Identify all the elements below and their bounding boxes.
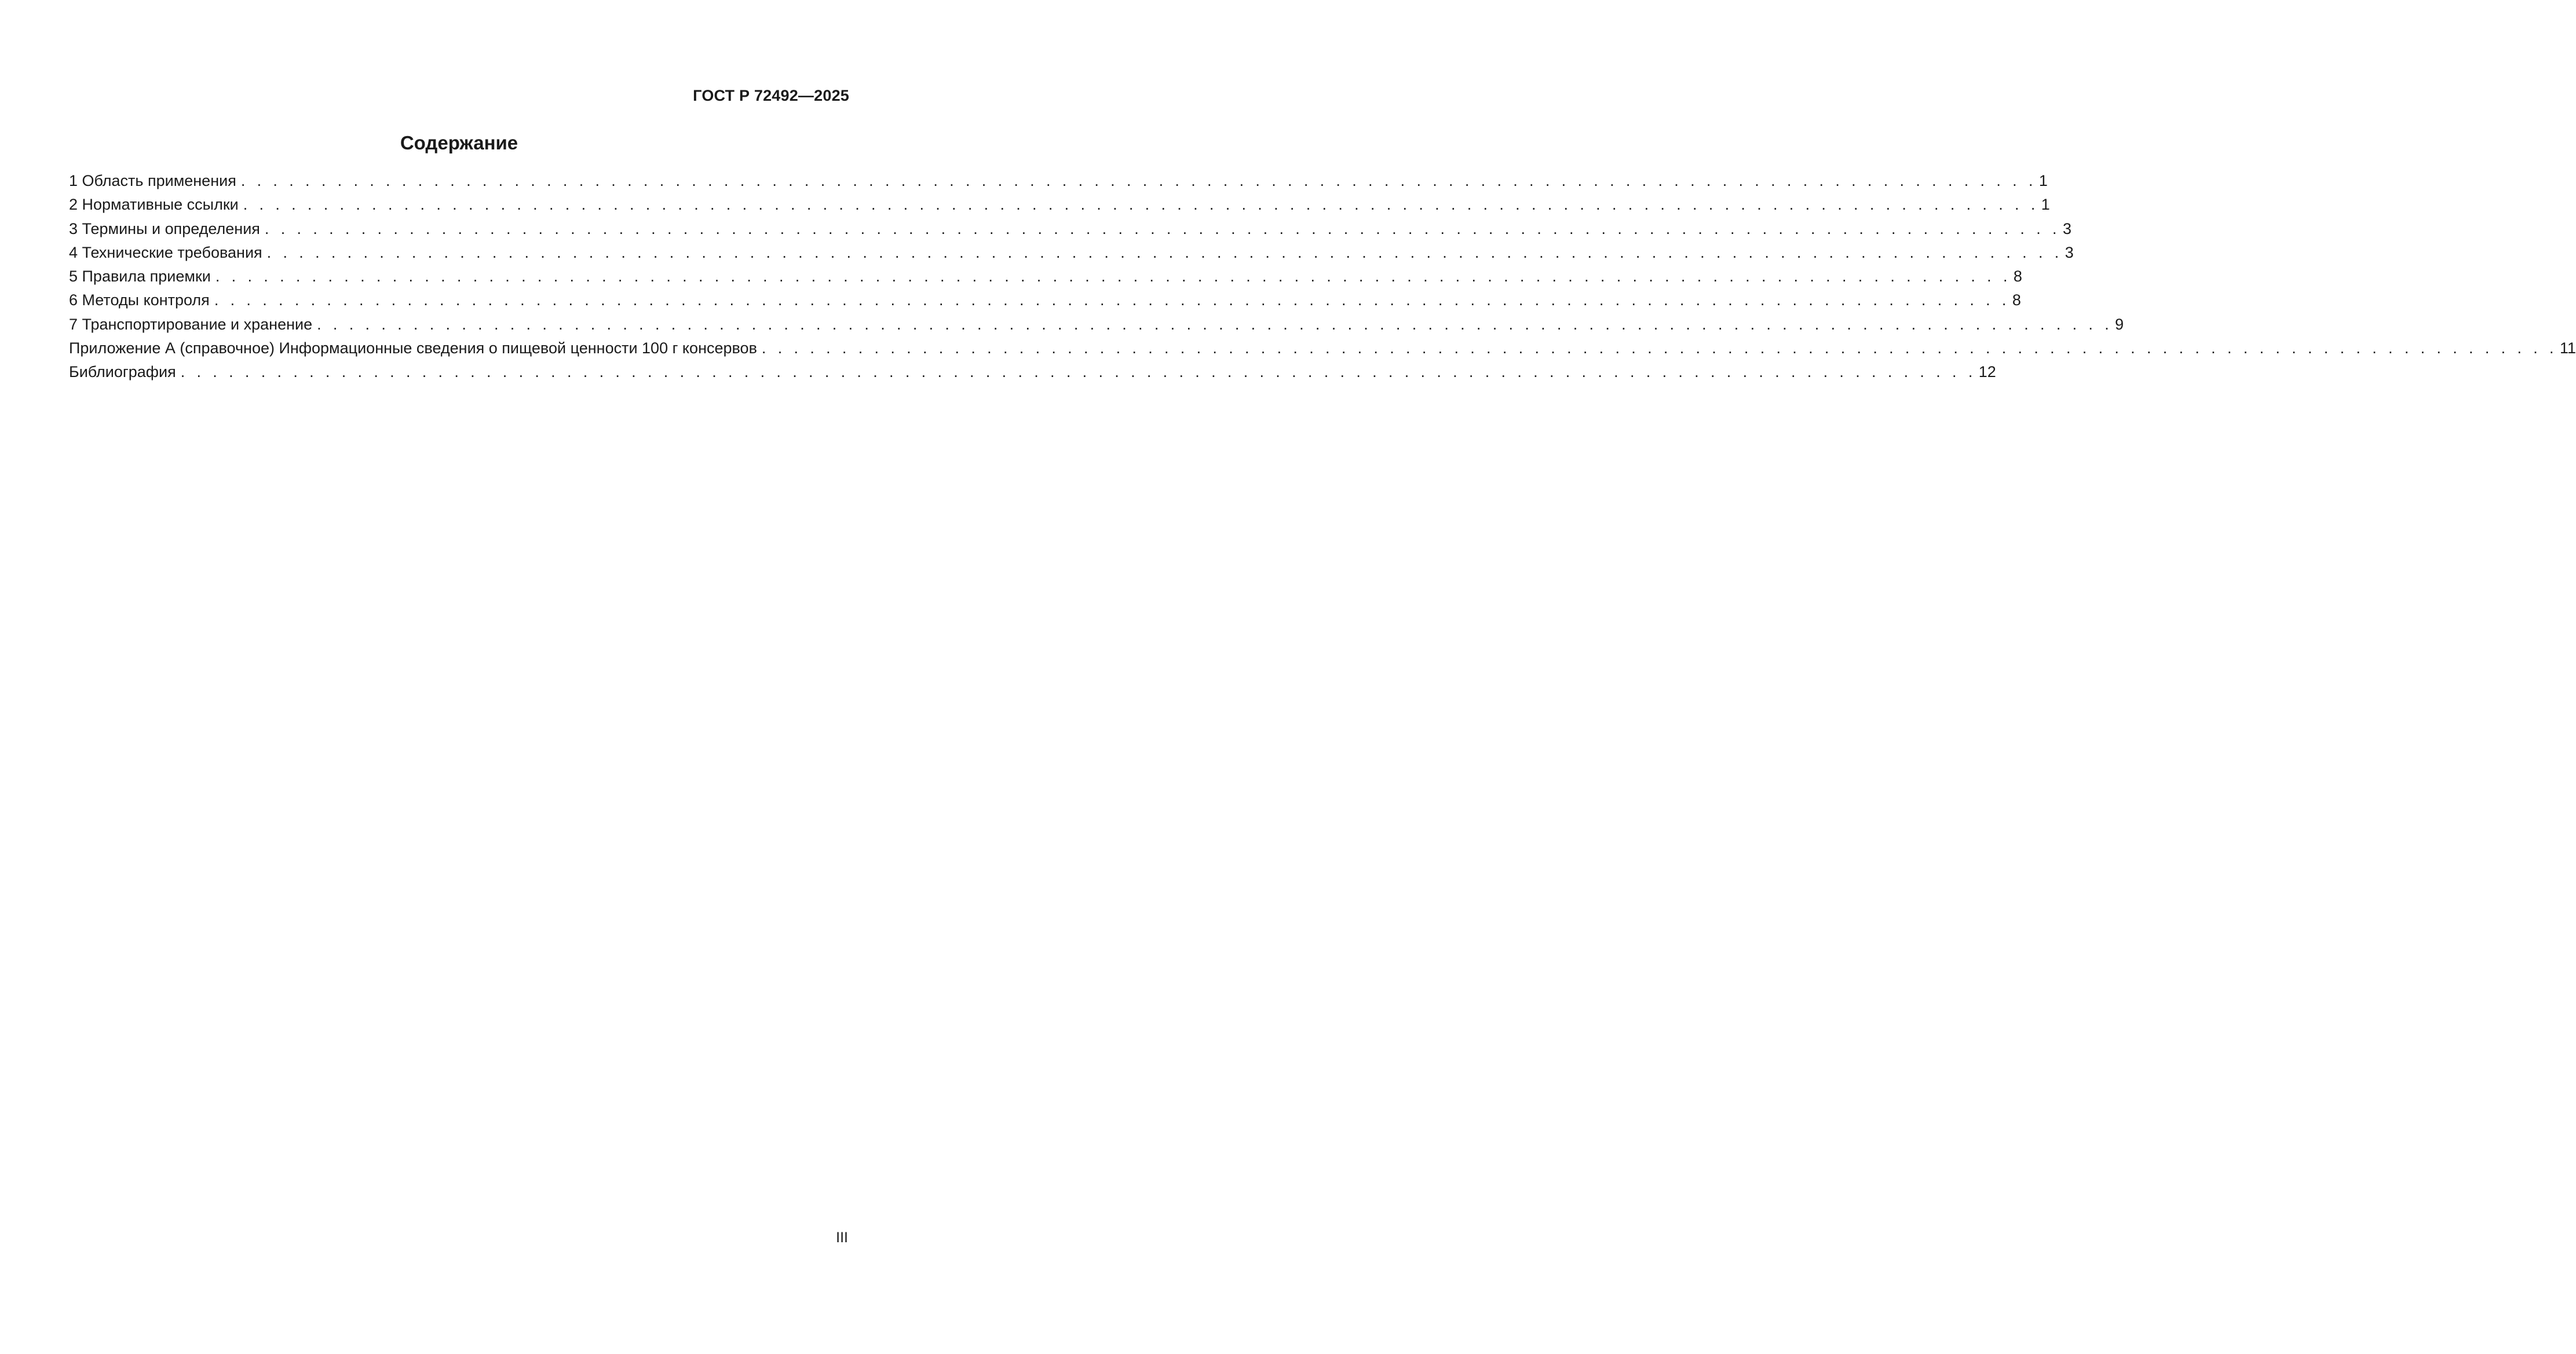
- toc-leader-dots: . . . . . . . . . . . . . . . . . . . . . . . . . . . . . . . . . . . . . . . . . . . . . . . . . . . . . . . . . . . . . . . . . . . . . . . . . . . . . . . . . . . . . . . . . . . . . . . . . . . . . . . . . . . . . . . .: [266, 243, 2063, 261]
- toc-entry-page: 3: [2062, 219, 2071, 237]
- toc-entry-page: 8: [2012, 291, 2021, 309]
- toc-entry-label: 5 Правила приемки: [69, 268, 211, 286]
- toc-entry-label: 7 Транспортирование и хранение: [69, 315, 313, 333]
- toc-entry-technical-requirements[interactable]: [69, 241, 2074, 265]
- toc-entry-label: Приложение А (справочное) Информационные сведения о пищевой ценности 100 г консервов: [69, 339, 757, 357]
- toc-entry-terms-definitions[interactable]: [69, 217, 2071, 241]
- toc-entry-bibliography[interactable]: [69, 360, 1996, 384]
- toc-leader-dots: . . . . . . . . . . . . . . . . . . . . . . . . . . . . . . . . . . . . . . . . . . . . . . . . . . . . . . . . . . . . . . . . . . . . . . . . . . . . . . . . . . . . . . . . . . . . . . . . . . . . . . . . . . . . . . . .: [214, 291, 2010, 309]
- standard-code: ГОСТ Р 72492—2025: [693, 87, 849, 104]
- toc-leader-dots: . . . . . . . . . . . . . . . . . . . . . . . . . . . . . . . . . . . . . . . . . . . . . . . . . . . . . . . . . . . . . . . . . . . . . . . . . . . . . . . . . . . . . . . . . . . . . . . . . . . . . . . . . . . . . . . .: [317, 315, 2113, 333]
- toc-leader-dots: . . . . . . . . . . . . . . . . . . . . . . . . . . . . . . . . . . . . . . . . . . . . . . . . . . . . . . . . . . . . . . . . . . . . . . . . . . . . . . . . . . . . . . . . . . . . . . . . . . . . . . . . . . . . . . . .: [180, 363, 1976, 381]
- toc-leader-dots: . . . . . . . . . . . . . . . . . . . . . . . . . . . . . . . . . . . . . . . . . . . . . . . . . . . . . . . . . . . . . . . . . . . . . . . . . . . . . . . . . . . . . . . . . . . . . . . . . . . . . . . . . . . . . . . .: [215, 268, 2011, 286]
- toc-entry-page: 8: [2013, 268, 2022, 286]
- toc-leader-dots: . . . . . . . . . . . . . . . . . . . . . . . . . . . . . . . . . . . . . . . . . . . . . . . . . . . . . . . . . . . . . . . . . . . . . . . . . . . . . . . . . . . . . . . . . . . . . . . . . . . . . . . . . . . . . . . .: [240, 172, 2037, 189]
- toc-entry-page: 9: [2115, 315, 2124, 333]
- toc-entry-page: 12: [1978, 363, 1996, 381]
- toc-leader-dots: . . . . . . . . . . . . . . . . . . . . . . . . . . . . . . . . . . . . . . . . . . . . . . . . . . . . . . . . . . . . . . . . . . . . . . . . . . . . . . . . . . . . . . . . . . . . . . . . . . . . . . . . . . . . . . . .: [761, 339, 2557, 357]
- toc-entry-control-methods[interactable]: [69, 288, 2021, 312]
- toc-leader-dots: . . . . . . . . . . . . . . . . . . . . . . . . . . . . . . . . . . . . . . . . . . . . . . . . . . . . . . . . . . . . . . . . . . . . . . . . . . . . . . . . . . . . . . . . . . . . . . . . . . . . . . . . . . . . . . . .: [243, 196, 2039, 214]
- toc-entry-label: 3 Термины и определения: [69, 219, 260, 237]
- toc-entry-normative-references[interactable]: [69, 193, 2050, 217]
- toc-entry-scope[interactable]: [69, 169, 2048, 193]
- toc-leader-dots: . . . . . . . . . . . . . . . . . . . . . . . . . . . . . . . . . . . . . . . . . . . . . . . . . . . . . . . . . . . . . . . . . . . . . . . . . . . . . . . . . . . . . . . . . . . . . . . . . . . . . . . . . . . . . . . .: [264, 219, 2060, 237]
- toc-entry-page: 3: [2065, 243, 2074, 261]
- toc-entry-transport-storage[interactable]: [69, 313, 2124, 336]
- toc-entry-page: 1: [2041, 196, 2050, 214]
- toc-entry-appendix-a[interactable]: [69, 336, 2576, 360]
- toc-entry-label: 4 Технические требования: [69, 243, 262, 261]
- toc-entry-page: 1: [2038, 172, 2048, 189]
- table-of-contents: [69, 169, 2576, 385]
- toc-entry-page: 11: [2559, 339, 2576, 357]
- toc-title: Содержание: [400, 132, 518, 153]
- toc-entry-label: 1 Область применения: [69, 172, 236, 189]
- toc-entry-acceptance-rules[interactable]: [69, 265, 2022, 288]
- page-number: III: [836, 1229, 848, 1246]
- toc-entry-label: 2 Нормативные ссылки: [69, 196, 239, 214]
- toc-entry-label: 6 Методы контроля: [69, 291, 210, 309]
- toc-entry-label: Библиография: [69, 363, 176, 381]
